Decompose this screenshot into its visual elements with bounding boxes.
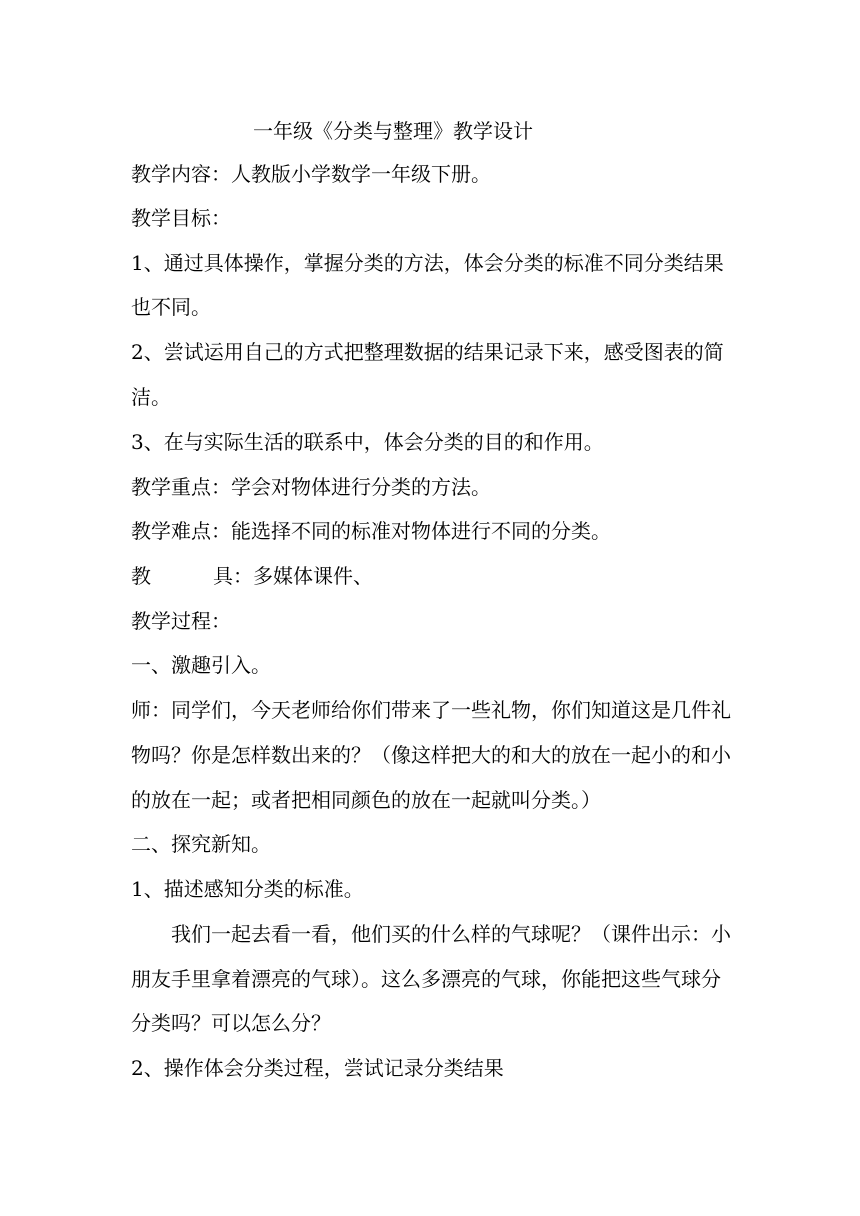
step-1-heading: 1、描述感知分类的标准。	[131, 877, 364, 901]
goal-2-line-1: 2、尝试运用自己的方式把整理数据的结果记录下来，感受图表的简	[131, 340, 724, 364]
balloon-paragraph-line-2: 朋友手里拿着漂亮的气球）。这么多漂亮的气球，你能把这些气球分	[131, 967, 721, 991]
difficulty-line: 教学难点：能选择不同的标准对物体进行不同的分类。	[131, 519, 611, 543]
teaching-tools-label-a: 教	[131, 564, 151, 588]
teaching-goals-heading: 教学目标：	[131, 206, 231, 230]
goal-1-line-1: 1、通过具体操作，掌握分类的方法，体会分类的标准不同分类结果	[131, 251, 724, 275]
goal-1-line-2: 也不同。	[131, 295, 211, 319]
document-title: 一年级《分类与整理》教学设计	[253, 119, 533, 143]
teaching-tools-label-b: 具：多媒体课件、	[213, 564, 373, 588]
balloon-paragraph-line-1: 我们一起去看一看，他们买的什么样的气球呢？（课件出示：小	[171, 922, 731, 946]
dialogue-line-1: 师：同学们，今天老师给你们带来了一些礼物，你们知道这是几件礼	[131, 698, 731, 722]
goal-3-line: 3、在与实际生活的联系中，体会分类的目的和作用。	[131, 430, 604, 454]
section-2-heading: 二、探究新知。	[131, 832, 271, 856]
dialogue-line-2: 物吗？你是怎样数出来的？（像这样把大的和大的放在一起小的和小	[131, 743, 731, 767]
balloon-paragraph-line-3: 分类吗？可以怎么分？	[131, 1011, 331, 1035]
key-point-line: 教学重点：学会对物体进行分类的方法。	[131, 475, 491, 499]
goal-2-line-2: 洁。	[131, 385, 171, 409]
teaching-content-line: 教学内容：人教版小学数学一年级下册。	[131, 162, 491, 186]
teaching-process-heading: 教学过程：	[131, 609, 231, 633]
section-1-heading: 一、激趣引入。	[131, 653, 271, 677]
teaching-tools-line	[131, 563, 741, 589]
step-2-heading: 2、操作体会分类过程，尝试记录分类结果	[131, 1056, 504, 1080]
dialogue-line-3: 的放在一起；或者把相同颜色的放在一起就叫分类。）	[131, 788, 601, 812]
